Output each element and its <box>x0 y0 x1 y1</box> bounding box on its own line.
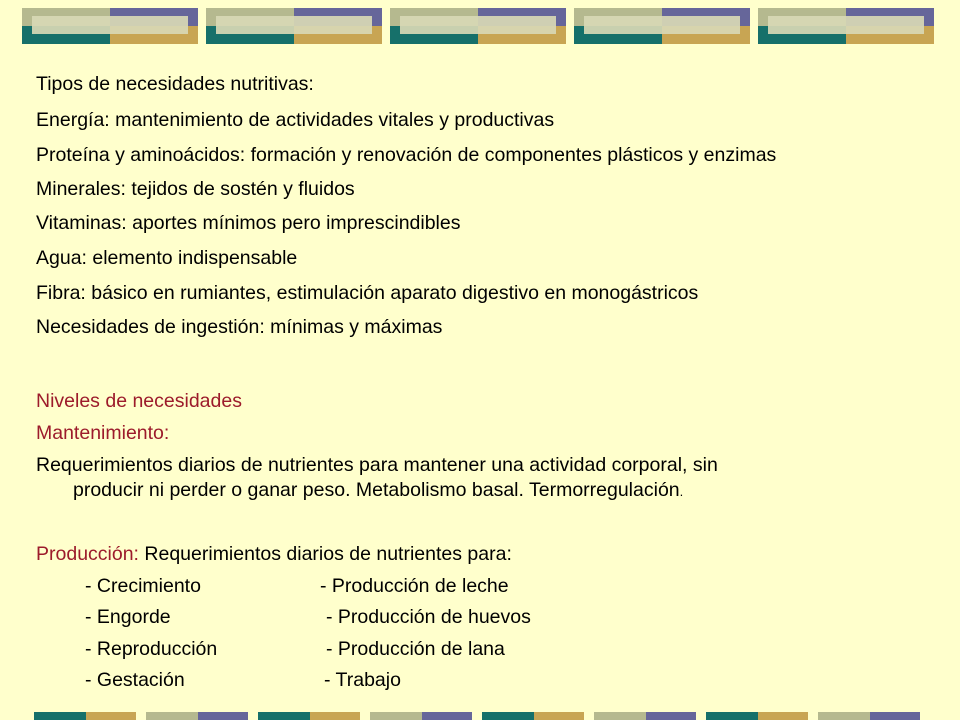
maintenance-text-line2-main: producir ni perder o ganar peso. Metabolismo basal. Termorregulación <box>73 479 680 501</box>
production-item-gestation: - Gestación <box>85 669 185 691</box>
need-minerals: Minerales: tejidos de sostén y fluidos <box>36 178 355 200</box>
production-item-work: - Trabajo <box>324 669 401 691</box>
decor-block <box>390 8 566 44</box>
need-vitamins: Vitaminas: aportes mínimos pero imprescindibles <box>36 212 461 234</box>
maintenance-text-line1: Requerimientos diarios de nutrientes para mantener una actividad corporal, sin <box>36 454 718 476</box>
decor-block <box>22 8 198 44</box>
maintenance-text-dot: . <box>679 484 684 499</box>
top-decoration <box>0 8 960 44</box>
decor-block <box>574 8 750 44</box>
maintenance-text-line2 <box>73 478 683 504</box>
production-text: Requerimientos diarios de nutrientes para: <box>138 543 512 565</box>
production-label: Producción: <box>36 543 139 565</box>
production-item-milk: - Producción de leche <box>320 575 509 597</box>
need-protein: Proteína y aminoácidos: formación y renovación de componentes plásticos y enzimas <box>36 144 777 166</box>
decor-block <box>758 8 934 44</box>
production-item-fattening: - Engorde <box>85 606 171 628</box>
need-intake: Necesidades de ingestión: mínimas y máximas <box>36 316 443 338</box>
need-fiber: Fibra: básico en rumiantes, estimulación aparato digestivo en monogástricos <box>36 282 699 304</box>
production-item-growth: - Crecimiento <box>85 575 201 597</box>
decor-block <box>206 8 382 44</box>
levels-heading: Niveles de necesidades <box>36 390 242 412</box>
need-energy: Energía: mantenimiento de actividades vitales y productivas <box>36 109 555 131</box>
production-item-wool: - Producción de lana <box>326 638 505 660</box>
production-line <box>36 542 512 566</box>
needs-title: Tipos de necesidades nutritivas: <box>36 73 314 95</box>
maintenance-label: Mantenimiento: <box>36 422 170 444</box>
production-item-eggs: - Producción de huevos <box>326 606 531 628</box>
production-item-reproduction: - Reproducción <box>85 638 218 660</box>
need-water: Agua: elemento indispensable <box>36 247 298 269</box>
bottom-decoration <box>0 712 960 720</box>
